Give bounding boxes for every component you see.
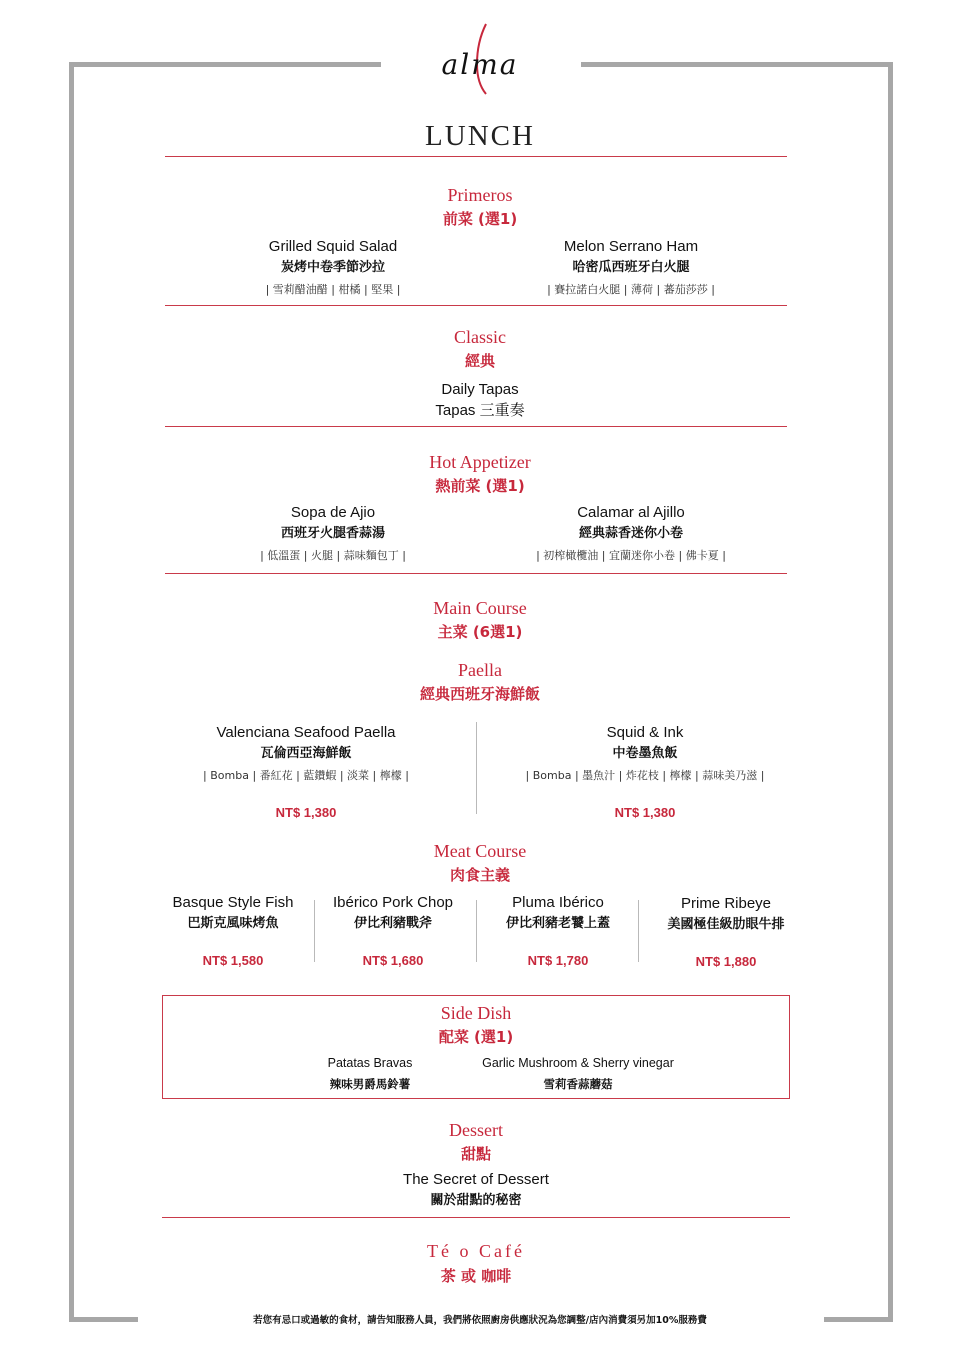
item-name-zh: 中卷墨魚飯 — [612, 746, 678, 761]
section-subtitle-main-course: 主菜 (6選1) — [437, 623, 523, 641]
item-price: NT$ 1,380 — [614, 805, 676, 820]
section-title-paella: Paella — [458, 660, 502, 680]
item-name-zh: 哈密瓜西班牙白火腿 — [572, 260, 690, 275]
menu-item-sopa-de-ajio — [183, 503, 483, 567]
title-divider — [165, 156, 787, 157]
section-subtitle-primeros: 前菜 (選1) — [442, 210, 518, 228]
column-divider — [638, 900, 639, 962]
item-name-en: Ibérico Pork Chop — [332, 894, 454, 911]
menu-item-iberico-pork-chop — [318, 893, 468, 968]
section-title-dessert: Dessert — [449, 1120, 503, 1140]
item-description: | 低溫蛋 | 火腿 | 蒜味麵包丁 | — [260, 549, 406, 562]
section-subtitle-paella: 經典西班牙海鮮飯 — [419, 685, 540, 703]
item-name-zh: 炭烤中卷季節沙拉 — [280, 260, 385, 275]
item-description: | Bomba | 番紅花 | 藍鑽蝦 | 淡菜 | 檸檬 | — [203, 769, 409, 782]
item-name-zh: 西班牙火腿香蒜湯 — [280, 526, 385, 541]
section-title-hot-appetizer: Hot Appetizer — [429, 452, 531, 472]
section-title-drinks: Té o Café — [427, 1241, 525, 1261]
item-name-zh: 伊比利豬戰斧 — [353, 916, 432, 931]
item-price: NT$ 1,580 — [202, 953, 264, 968]
item-name-en: Daily Tapas — [441, 381, 519, 398]
item-name-en: Calamar al Ajillo — [577, 504, 685, 521]
section-title-side-dish: Side Dish — [440, 1003, 512, 1023]
item-price: NT$ 1,380 — [275, 805, 337, 820]
section-divider — [165, 305, 787, 306]
section-divider — [162, 1217, 790, 1218]
item-name-en: Basque Style Fish — [172, 894, 294, 911]
section-subtitle-hot-appetizer: 熱前菜 (選1) — [435, 477, 525, 495]
column-divider — [314, 900, 315, 962]
menu-item-prime-ribeye — [646, 894, 806, 969]
menu-item-melon-serrano-ham — [481, 237, 781, 301]
section-title-classic: Classic — [454, 327, 506, 347]
menu-item-garlic-mushroom — [458, 1053, 698, 1095]
item-description: | 雪莉醋油醋 | 柑橘 | 堅果 | — [265, 283, 401, 296]
logo-text: alma — [441, 48, 519, 81]
item-name-en: Prime Ribeye — [680, 895, 772, 912]
section-divider — [165, 573, 787, 574]
item-name-en: Sopa de Ajio — [290, 504, 376, 521]
item-name-zh: 巴斯克風味烤魚 — [187, 916, 279, 931]
section-subtitle-meat-course: 肉食主義 — [449, 866, 510, 884]
section-title-meat-course: Meat Course — [433, 841, 527, 861]
column-divider — [476, 722, 477, 814]
item-name-zh: 美國極佳級肋眼牛排 — [667, 917, 785, 932]
menu-item-calamar-al-ajillo — [481, 503, 781, 567]
page-title: LUNCH — [425, 120, 535, 152]
menu-item-grilled-squid-salad — [183, 237, 483, 301]
item-name-en: Grilled Squid Salad — [268, 238, 398, 255]
item-price: NT$ 1,880 — [695, 954, 757, 969]
item-price: NT$ 1,680 — [362, 953, 424, 968]
item-description: | 初榨橄欖油 | 宜蘭迷你小卷 | 佛卡夏 | — [536, 549, 726, 562]
item-name-zh: 雪莉香蒜蘑菇 — [543, 1077, 613, 1091]
item-name-zh: 關於甜點的秘密 — [430, 1193, 522, 1208]
menu-item-valenciana-seafood-paella — [156, 723, 456, 820]
footer-note: 若您有忌口或過敏的食材，請告知服務人員，我們將依照廚房供應狀況為您調整/店內消費須另加10%服務費 — [253, 1315, 707, 1326]
item-name-en: Melon Serrano Ham — [563, 238, 699, 255]
menu-item-patatas-bravas — [290, 1053, 450, 1095]
item-name-en: Squid & Ink — [606, 724, 684, 741]
section-subtitle-classic: 經典 — [464, 352, 495, 370]
item-name-zh: Tapas 三重奏 — [435, 402, 525, 419]
column-divider — [476, 900, 477, 962]
item-price: NT$ 1,780 — [527, 953, 589, 968]
item-name-en: Valenciana Seafood Paella — [216, 724, 396, 741]
section-subtitle-side-dish: 配菜 (選1) — [438, 1028, 514, 1046]
section-subtitle-dessert: 甜點 — [460, 1145, 491, 1163]
item-name-zh: 辣味男爵馬鈴薯 — [329, 1077, 411, 1091]
item-name-zh: 經典蒜香迷你小卷 — [578, 526, 683, 541]
section-subtitle-drinks: 茶 或 咖啡 — [440, 1267, 512, 1285]
section-title-main-course: Main Course — [433, 598, 527, 618]
item-description: | 賽拉諾白火腿 | 薄荷 | 蕃茄莎莎 | — [547, 283, 715, 296]
item-name-en: Patatas Bravas — [327, 1056, 413, 1070]
section-title-primeros: Primeros — [447, 185, 513, 205]
menu-item-pluma-iberico — [483, 893, 633, 968]
menu-item-daily-tapas — [330, 380, 630, 422]
menu-item-secret-of-dessert — [326, 1170, 626, 1212]
item-description: | Bomba | 墨魚汁 | 炸花枝 | 檸檬 | 蒜味美乃滋 | — [525, 769, 765, 782]
item-name-en: The Secret of Dessert — [403, 1171, 549, 1188]
item-name-en: Garlic Mushroom & Sherry vinegar — [482, 1056, 674, 1070]
item-name-zh: 伊比利豬老饕上蓋 — [505, 916, 610, 931]
menu-item-squid-and-ink — [495, 723, 795, 820]
section-divider — [165, 426, 787, 427]
menu-item-basque-style-fish — [158, 893, 308, 968]
item-name-zh: 瓦倫西亞海鮮飯 — [260, 746, 352, 761]
item-name-en: Pluma Ibérico — [512, 894, 604, 911]
